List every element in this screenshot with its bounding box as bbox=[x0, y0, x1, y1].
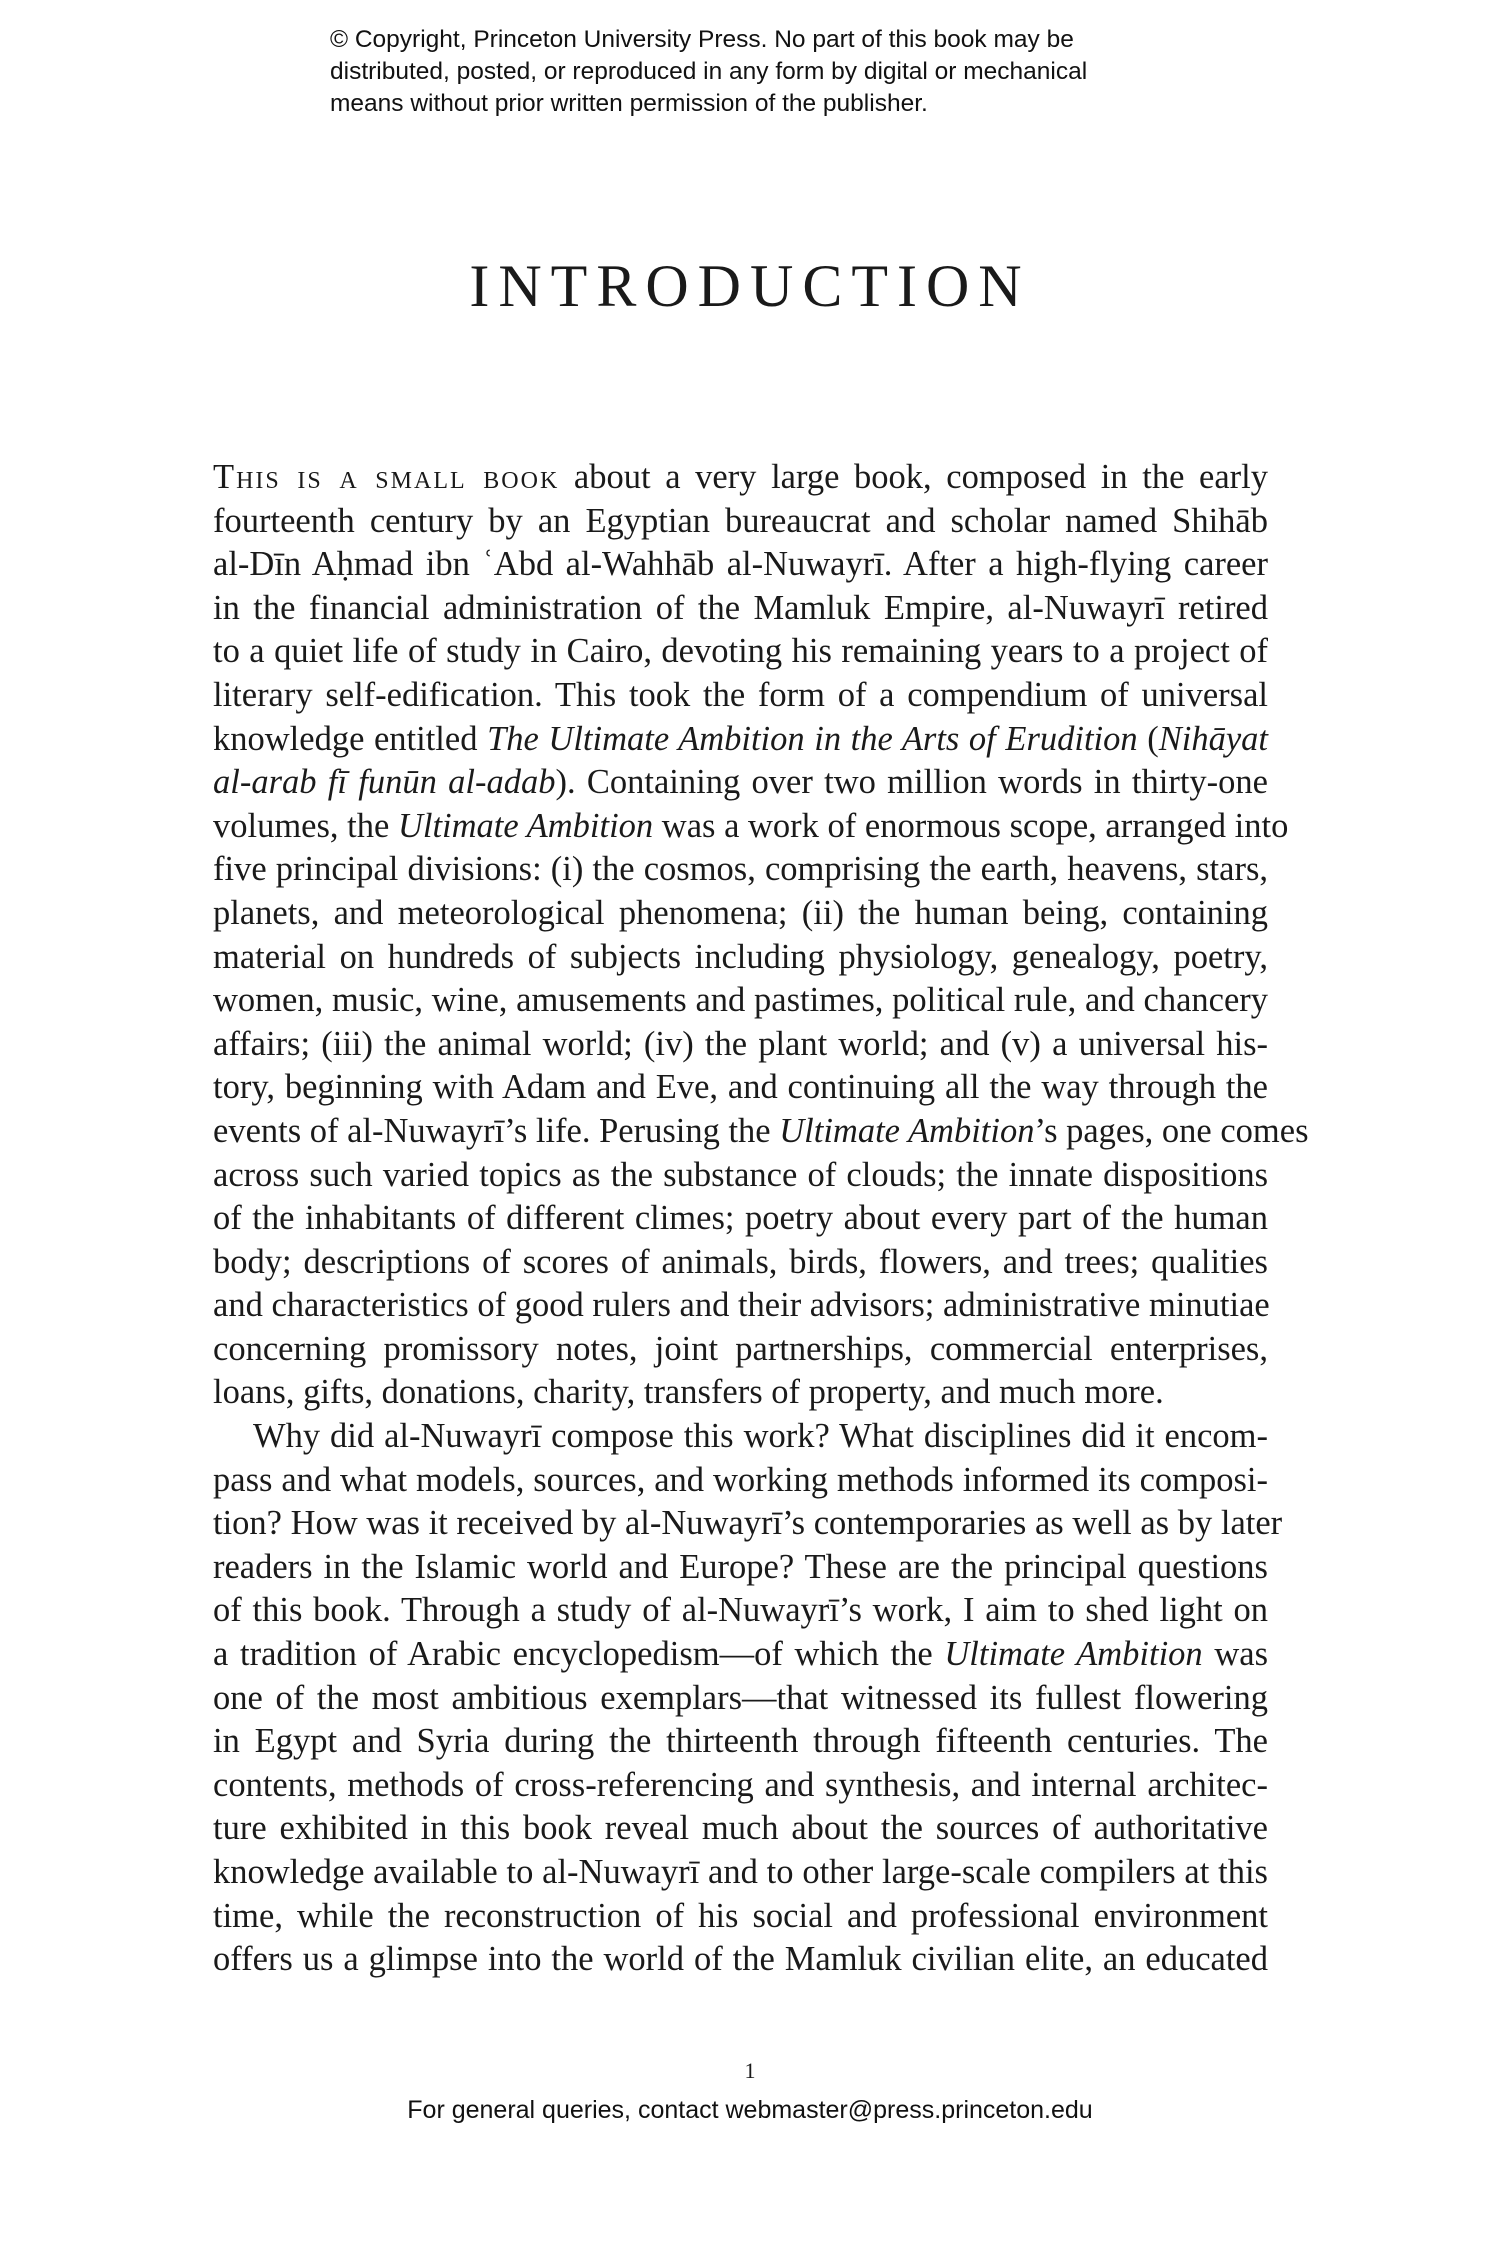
footer-contact: For general queries, contact webmaster@press.princeton.edu bbox=[407, 2096, 1093, 2124]
book-title-italic: Ultimate Ambition bbox=[397, 806, 654, 845]
text-segment: volumes, the bbox=[213, 806, 398, 845]
text-line: tory, beginning with Adam and Eve, and continuing all the way through the bbox=[213, 1068, 1268, 1107]
text-line bbox=[213, 1633, 1268, 1677]
chapter-title: INTRODUCTION bbox=[469, 253, 1031, 320]
text-line bbox=[213, 805, 1289, 849]
text-line: contents, methods of cross-referencing and synthesis, and internal architec- bbox=[213, 1765, 1268, 1804]
text-line bbox=[213, 1110, 1309, 1154]
text-line: Why did al-Nuwayrī compose this work? What disciplines did it encom- bbox=[253, 1417, 1268, 1456]
text-segment: ’s pages, one comes bbox=[1034, 1111, 1309, 1150]
text-line: concerning promissory notes, joint partnerships, commercial enterprises, bbox=[213, 1329, 1268, 1368]
text-line: of the inhabitants of different climes; poetry about every part of the human bbox=[213, 1199, 1268, 1238]
text-line: body; descriptions of scores of animals, birds, flowers, and trees; qualities bbox=[213, 1242, 1268, 1281]
book-title-italic: Ultimate Ambition bbox=[944, 1635, 1203, 1674]
text-segment: about a very large book, composed in the early bbox=[559, 458, 1268, 496]
arabic-title-italic: Nihāyat bbox=[1158, 719, 1268, 758]
text-line: affairs; (iii) the animal world; (iv) the plant world; and (v) a universal his- bbox=[213, 1024, 1268, 1063]
text-line: in the financial administration of the Mamluk Empire, al-Nuwayrī retired bbox=[213, 588, 1268, 627]
text-line: pass and what models, sources, and working methods informed its composi- bbox=[213, 1460, 1268, 1499]
lead-in-smallcaps: This is a small book bbox=[213, 458, 560, 496]
text-line: material on hundreds of subjects including physiology, genealogy, poetry, bbox=[213, 937, 1268, 976]
body-text bbox=[213, 456, 1309, 1982]
copyright-line: means without prior written permission of the publisher. bbox=[330, 90, 928, 117]
copyright-line: distributed, posted, or reproduced in any form by digital or mechanical bbox=[330, 58, 1088, 85]
text-line: and characteristics of good rulers and their advisors; administrative minutiae bbox=[213, 1286, 1270, 1325]
text-line: women, music, wine, amusements and pastimes, political rule, and chancery bbox=[213, 981, 1268, 1020]
text-segment: knowledge entitled bbox=[213, 719, 488, 758]
page-number: 1 bbox=[744, 2058, 756, 2083]
text-line: loans, gifts, donations, charity, transfers of property, and much more. bbox=[213, 1373, 1164, 1412]
text-line: time, while the reconstruction of his social and professional environment bbox=[213, 1896, 1268, 1935]
text-line: knowledge available to al-Nuwayrī and to other large-scale compilers at this bbox=[213, 1853, 1268, 1891]
text-line: one of the most ambitious exemplars—that witnessed its fullest flowering bbox=[213, 1678, 1268, 1717]
book-title-italic: Ultimate Ambition bbox=[779, 1111, 1035, 1150]
text-segment: ). Containing over two million words in thirty-one bbox=[555, 763, 1268, 802]
text-line bbox=[213, 761, 1268, 805]
book-title-italic: The Ultimate Ambition in the Arts of Erudition bbox=[487, 719, 1138, 758]
text-line: of this book. Through a study of al-Nuwayrī’s work, I aim to shed light on bbox=[213, 1591, 1268, 1630]
arabic-title-italic: al-arab fī funūn al-adab bbox=[213, 763, 556, 802]
text-segment: a tradition of Arabic encyclopedism—of which the bbox=[213, 1635, 945, 1674]
text-segment: ( bbox=[1137, 719, 1159, 758]
copyright-notice bbox=[330, 24, 1230, 120]
text-line: readers in the Islamic world and Europe? These are the principal questions bbox=[213, 1547, 1268, 1586]
text-line: tion? How was it received by al-Nuwayrī’s contemporaries as well as by later bbox=[213, 1504, 1283, 1543]
text-line: fourteenth century by an Egyptian bureaucrat and scholar named Shihāb bbox=[213, 501, 1268, 540]
text-line: offers us a glimpse into the world of the Mamluk civilian elite, an educated bbox=[213, 1940, 1268, 1979]
text-line: across such varied topics as the substance of clouds; the innate dispositions bbox=[213, 1155, 1268, 1194]
text-segment: was bbox=[1202, 1635, 1268, 1674]
text-line: al-Dīn Aḥmad ibn ʿAbd al-Wahhāb al-Nuwayrī. After a high-flying career bbox=[213, 545, 1268, 584]
text-line: to a quiet life of study in Cairo, devoting his remaining years to a project of bbox=[213, 632, 1268, 671]
text-line: in Egypt and Syria during the thirteenth through fifteenth centuries. The bbox=[213, 1722, 1268, 1761]
text-line: ture exhibited in this book reveal much about the sources of authoritative bbox=[213, 1809, 1268, 1848]
text-segment: was a work of enormous scope, arranged into bbox=[653, 806, 1289, 845]
text-line bbox=[213, 456, 1268, 500]
text-line: planets, and meteorological phenomena; (ii) the human being, containing bbox=[213, 893, 1268, 932]
text-line: literary self-edification. This took the form of a compendium of universal bbox=[213, 675, 1268, 714]
copyright-line: © Copyright, Princeton University Press. No part of this book may be bbox=[330, 26, 1074, 53]
text-segment: events of al-Nuwayrī’s life. Perusing the bbox=[213, 1111, 780, 1150]
text-line bbox=[213, 718, 1268, 762]
text-line: five principal divisions: (i) the cosmos, comprising the earth, heavens, stars, bbox=[213, 850, 1268, 889]
